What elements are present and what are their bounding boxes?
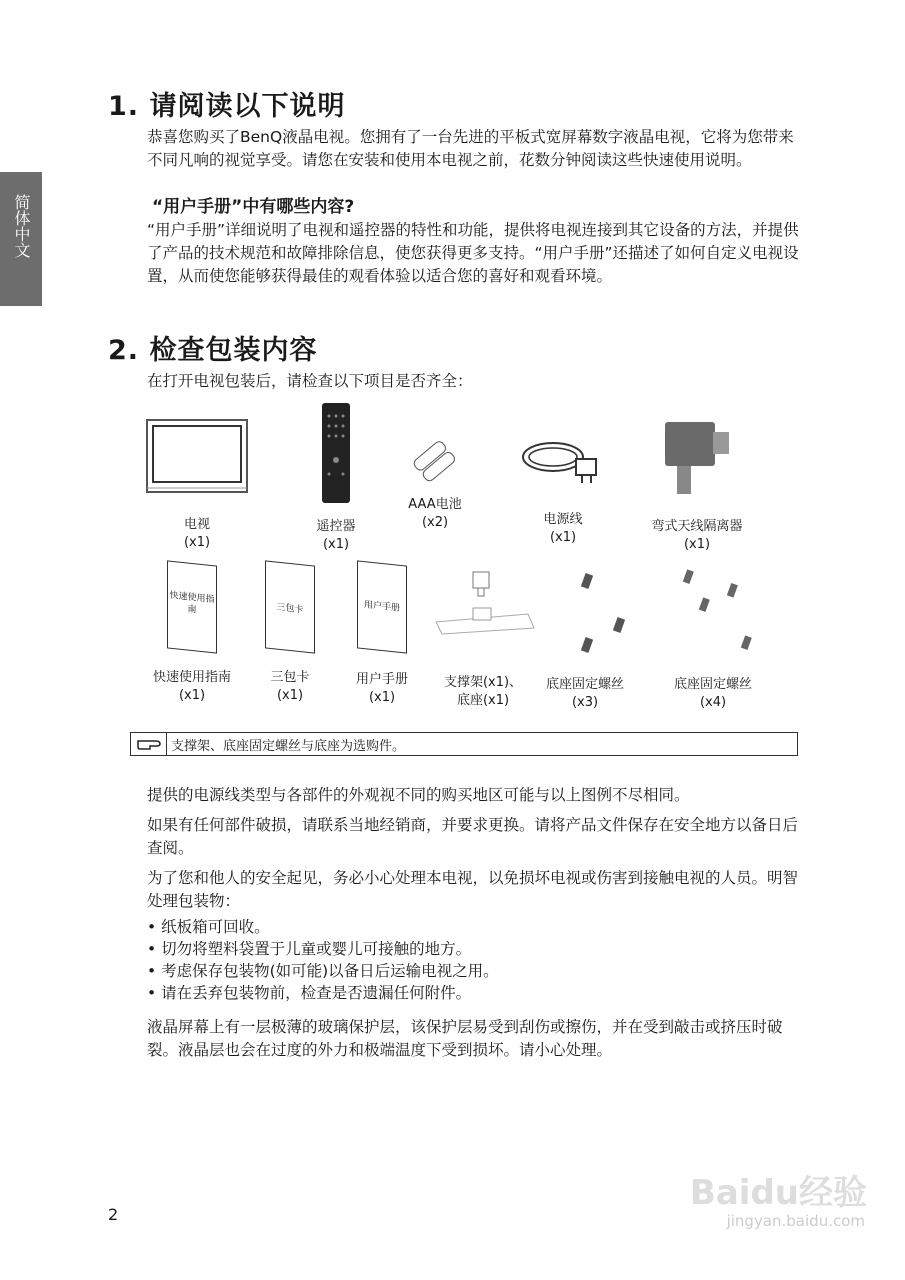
language-tab: 简体中文 <box>0 172 42 306</box>
item-screws-3 <box>520 570 650 712</box>
battery-icon <box>413 440 457 484</box>
list-item: • 考虑保存包装物(如可能)以备日后运输电视之用。 <box>147 960 802 982</box>
screw-icon <box>663 566 763 654</box>
section1-subtitle: “用户手册”中有哪些内容? <box>152 197 355 217</box>
item-power-cord <box>498 435 628 547</box>
item-qty: (x3) <box>571 695 599 710</box>
item-antenna-adapter <box>632 422 762 554</box>
item-qty: (x1) <box>549 530 577 545</box>
section1-title: 1. 请阅读以下说明 <box>108 91 346 122</box>
item-qty: (x1) <box>322 537 350 552</box>
list-item: • 切勿将塑料袋置于儿童或婴儿可接触的地方。 <box>147 938 802 960</box>
paragraph: 如果有任何部件破损，请联系当地经销商，并要求更换。请将产品文件保存在安全地方以备日后查阅。 <box>147 816 799 857</box>
item-name: 三包卡 <box>270 670 310 685</box>
booklet-cover-text: 用户手册 <box>363 600 400 614</box>
item-qty: (x4) <box>699 695 727 710</box>
watermark-url: jingyan.baidu.com <box>726 1212 865 1230</box>
item-name: 底座固定螺丝 <box>673 677 752 692</box>
booklet-icon <box>167 560 217 653</box>
paragraph: 提供的电源线类型与各部件的外观视不同的购买地区可能与以上图例不尽相同。 <box>147 786 690 804</box>
section2-title: 2. 检查包装内容 <box>108 335 318 366</box>
item-qty: 底座(x1) <box>456 693 510 708</box>
item-name: 弯式天线隔离器 <box>651 519 743 534</box>
item-name: 遥控器 <box>316 519 356 534</box>
item-screws-4 <box>648 566 778 712</box>
item-qty: (x1) <box>683 537 711 552</box>
item-name: 支撑架(x1)、 <box>443 675 523 690</box>
paragraph: 为了您和他人的安全起见，务必小心处理本电视，以免损坏电视或伤害到接触电视的人员。明智处理包装物： <box>147 869 799 910</box>
item-qty: (x1) <box>183 535 211 550</box>
section1-body: “用户手册”详细说明了电视和遥控器的特性和功能，提供将电视连接到其它设备的方法，并提供了产品的技术规范和故障排除信息，使您获得更多支持。“用户手册”还描述了如何自定义电视设置，从而使您能够获得最佳的观看体验以适合您的喜好和观看环境。 <box>147 221 799 285</box>
list-item: • 纸板箱可回收。 <box>147 916 802 938</box>
section1-intro: 恭喜您购买了BenQ液晶电视。您拥有了一台先进的平板式宽屏幕数字液晶电视，它将为您带来不同凡响的视觉享受。请您在安装和使用本电视之前，花数分钟阅读这些快速使用说明。 <box>147 128 794 169</box>
item-batteries <box>370 440 500 532</box>
tv-icon <box>145 418 249 496</box>
section2-intro: 在打开电视包装后，请检查以下项目是否齐全： <box>147 372 473 390</box>
item-qty: (x1) <box>368 690 396 705</box>
item-name: 用户手册 <box>355 672 408 687</box>
item-name: 电视 <box>183 517 210 532</box>
item-name: 底座固定螺丝 <box>545 677 624 692</box>
pointing-hand-icon <box>131 733 167 755</box>
booklet-cover-text: 快速使用指南 <box>169 590 215 616</box>
remote-control-icon <box>321 402 351 504</box>
item-tv <box>132 418 262 552</box>
item-qty: (x1) <box>276 688 304 703</box>
bullet-list <box>147 916 802 1004</box>
item-name: 快速使用指南 <box>152 670 231 685</box>
item-name: AAA电池 <box>408 497 462 512</box>
antenna-adapter-icon <box>657 422 737 494</box>
booklet-cover-text: 三包卡 <box>276 602 304 616</box>
list-item: • 请在丢弃包装物前，检查是否遗漏任何附件。 <box>147 982 802 1004</box>
page-number: 2 <box>108 1205 119 1224</box>
note-text: 支撑架、底座固定螺丝与底座为选购件。 <box>171 738 406 754</box>
booklet-icon <box>357 560 407 653</box>
item-qty: (x1) <box>178 688 206 703</box>
note-box <box>130 732 798 756</box>
watermark-logo: Baidu经验 <box>689 1173 867 1213</box>
item-qty: (x2) <box>421 515 449 530</box>
screw-icon <box>535 570 635 654</box>
power-cord-icon <box>518 435 608 485</box>
item-name: 电源线 <box>543 512 583 527</box>
paragraph: 液晶屏幕上有一层极薄的玻璃保护层，该保护层易受到刮伤或擦伤，并在受到敲击或挤压时破裂。液晶层也会在过度的外力和极端温度下受到损坏。请小心处理。 <box>147 1018 783 1059</box>
booklet-icon <box>265 560 315 653</box>
